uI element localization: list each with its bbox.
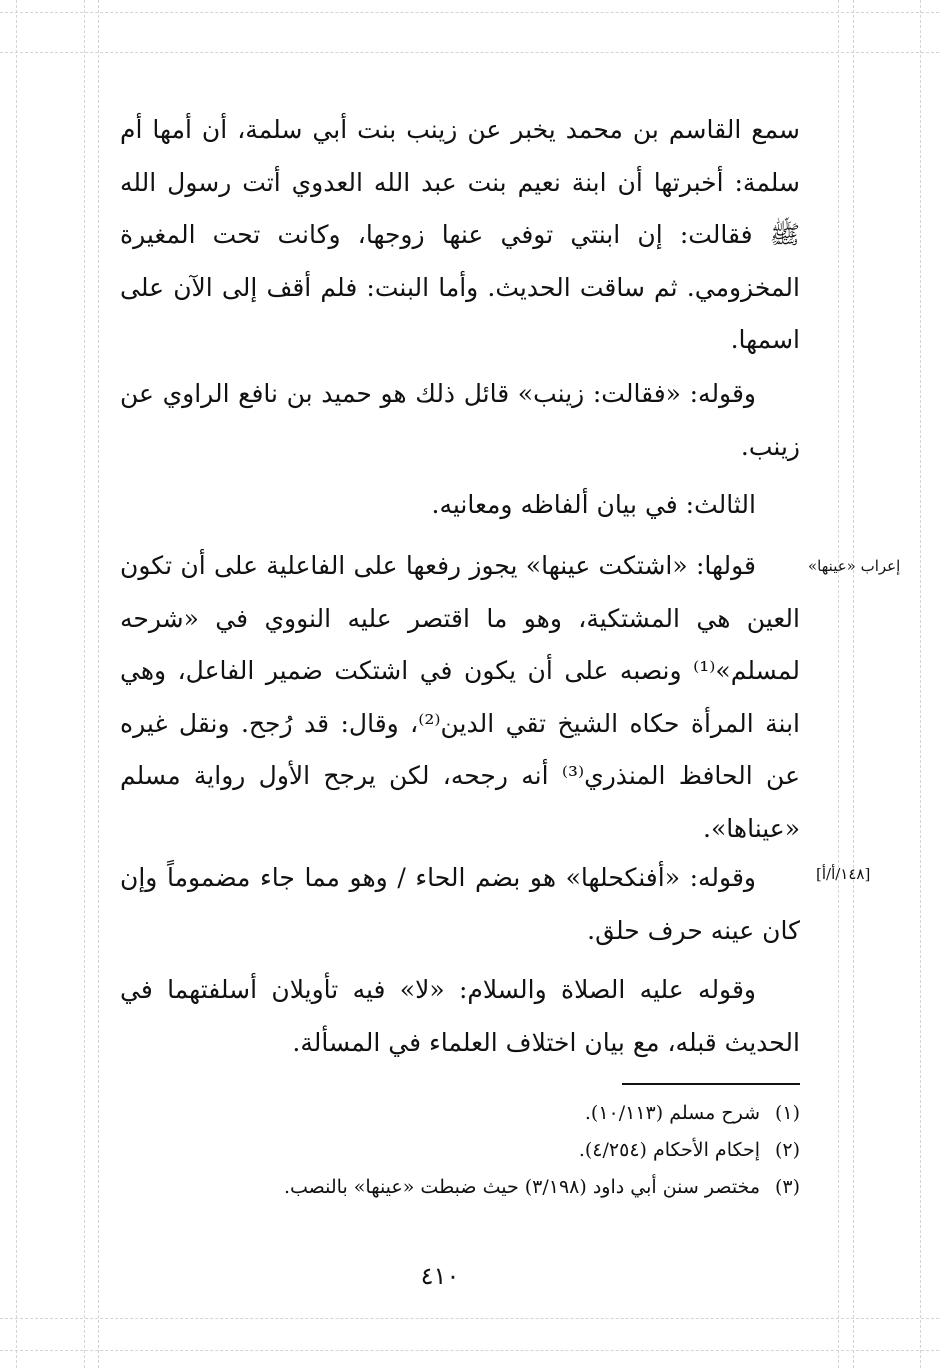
paragraph-text: الثالث: في بيان ألفاظه ومعانيه. — [431, 490, 756, 519]
paragraph-text: وقوله: «أفنكحلها» هو بضم الحاء / وهو مما جاء مضموماً وإن كان عينه حرف حلق. — [120, 863, 800, 945]
footnote-text: مختصر سنن أبي داود (٣/١٩٨) حيث ضبطت «عينها» بالنصب. — [283, 1176, 760, 1198]
guide-line — [84, 0, 85, 1368]
guide-line — [0, 12, 939, 13]
footnote-text: إحكام الأحكام (٤/٢٥٤). — [578, 1139, 760, 1161]
guide-line — [0, 1350, 939, 1351]
paragraph-1 — [120, 104, 800, 367]
paragraph-5 — [120, 852, 800, 957]
guide-line — [16, 0, 17, 1368]
paragraph-6 — [120, 964, 800, 1069]
guide-line — [920, 0, 921, 1368]
guide-line — [0, 1318, 939, 1319]
margin-note-manuscript-ref: [١٤٨/أ/أ] — [816, 865, 871, 883]
paragraph-text: سمع القاسم بن محمد يخبر عن زينب بنت أبي سلمة، أن أمها أم سلمة: أخبرتها أن ابنة نعيم بنت عبد الله العدوي أتت رسول الله ﷺ فقالت: إن ابنتي توفي عنها زوجها، وكانت تحت المغيرة المخزومي. ثم ساقت الحديث. وأما البنت: فلم أقف إلى الآن على اسمها. — [120, 115, 800, 354]
paragraph-4 — [120, 540, 800, 855]
footnote-separator — [622, 1083, 800, 1085]
guide-line — [0, 52, 939, 53]
guide-line — [838, 0, 839, 1368]
footnote-text: شرح مسلم (١٠/١١٣). — [584, 1102, 760, 1124]
guide-line — [98, 0, 99, 1368]
guide-line — [853, 0, 854, 1368]
footnote-3 — [120, 1169, 800, 1206]
footnote-2 — [120, 1132, 800, 1169]
paragraph-text: وقوله عليه الصلاة والسلام: «لا» فيه تأويلان أسلفتهما في الحديث قبله، مع بيان اختلاف العلماء في المسألة. — [120, 975, 800, 1057]
footnote-1 — [120, 1095, 800, 1132]
footnote-number: (٢) — [774, 1139, 800, 1161]
section-heading — [120, 479, 800, 532]
footnote-number: (٣) — [774, 1176, 800, 1198]
paragraph-text: قولها: «اشتكت عينها» يجوز رفعها على الفاعلية على أن تكون العين هي المشتكية، وهو ما اقتصر عليه النووي في «شرحه لمسلم»⁽¹⁾ ونصبه على أن يكون في اشتكت ضمير الفاعل، وهي ابنة المرأة حكاه الشيخ تقي الدين⁽²⁾، وقال: قد رُجح. ونقل غيره عن الحافظ المنذري⁽³⁾ أنه رجحه، لكن يرجح الأول رواية مسلم «عيناها». — [120, 551, 800, 843]
footnotes — [120, 1095, 800, 1206]
page-number: ٤١٠ — [420, 1262, 460, 1290]
paragraph-text: وقوله: «فقالت: زينب» قائل ذلك هو حميد بن نافع الراوي عن زينب. — [120, 379, 800, 461]
margin-note-grammar: إعراب «عينها» — [808, 557, 901, 575]
paragraph-2 — [120, 368, 800, 473]
footnote-number: (١) — [774, 1102, 800, 1124]
